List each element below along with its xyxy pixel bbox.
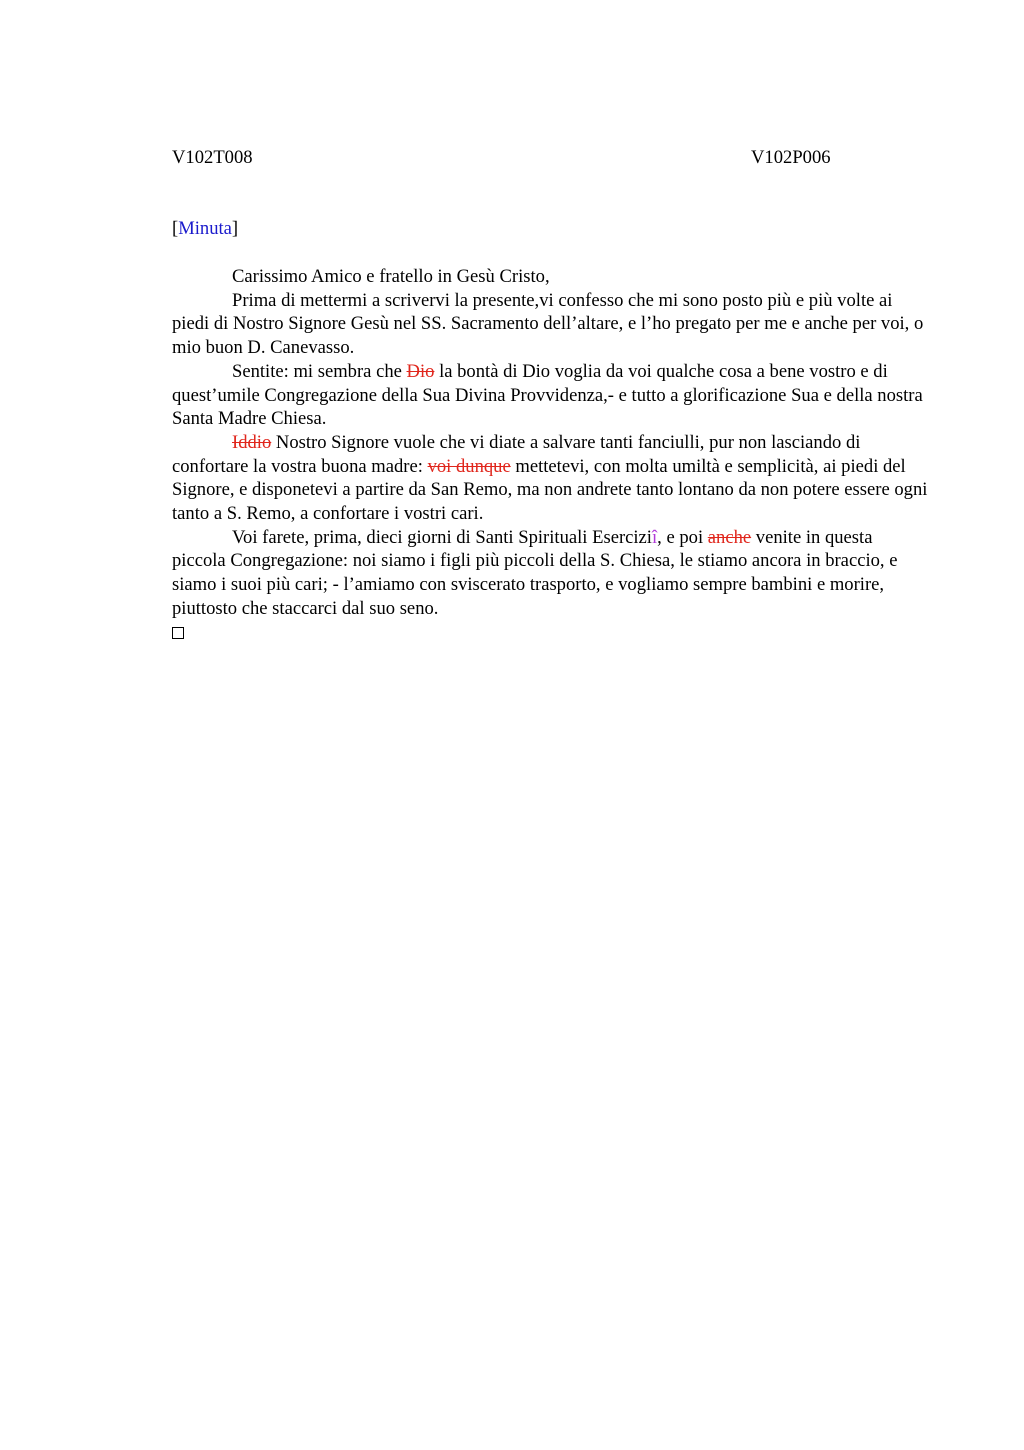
end-marker-box-icon (172, 627, 184, 639)
paragraph-2-text-a: Sentite: mi sembra che (232, 360, 407, 382)
label-minuta: Minuta (178, 218, 232, 239)
paragraph-2-text-b: la bontà di Dio voglia da voi qualche cosa a bene vostro e di quest’umile Congregazione della Sua Divina Provvidenza,- e tutto a glorificazione Sua e della nostra Santa Madre Chiesa. (172, 360, 923, 430)
deleted-phrase: voi dunque (427, 455, 511, 477)
paragraph-3 (172, 431, 928, 526)
document-code-left: V102T008 (172, 147, 253, 168)
label-open-bracket: [ (172, 218, 179, 239)
salutation: Carissimo Amico e fratello in Gesù Cristo, (232, 266, 550, 287)
letter-body (172, 265, 928, 639)
deleted-word: Iddio (232, 431, 272, 453)
deleted-word: Dio (406, 360, 435, 382)
paragraph-2 (172, 360, 928, 431)
label-close-bracket: ] (231, 218, 239, 239)
inserted-character: î (651, 526, 658, 548)
paragraph-3-text-a: Nostro Signore vuole che vi diate a salvare tanti fanciulli, pur non lasciando di confortare la vostra buona madre: (172, 431, 861, 477)
paragraph-3-text-b: mettetevi, con molta umiltà e semplicità, ai piedi del Signore, e disponetevi a partire da San Remo, ma non andrete tanto lontano da non potere essere ogni tanto a S. Remo, a confortare i vostri cari. (172, 455, 928, 525)
paragraph-4-text-c: venite in questa piccola Congregazione: noi siamo i figli più piccoli della S. Chiesa, le stiamo ancora in braccio, e siamo i suoi più cari; - l’amiamo con sviscerato trasporto, e vogliamo sempre bambini e morire, piuttosto che staccarci dal suo seno. (172, 526, 898, 619)
paragraph-4 (172, 526, 928, 621)
paragraph-4-text-b: , e poi (657, 526, 708, 548)
document-code-right: V102P006 (751, 147, 831, 168)
paragraph-1: Prima di mettermi a scrivervi la presente,vi confesso che mi sono posto più e più volte ai piedi di Nostro Signore Gesù nel SS. Sacramento dell’altare, e l’ho pregato per me e anche per voi, o mio buon D. Canevasso. (172, 289, 924, 359)
paragraph-4-text-a: Voi farete, prima, dieci giorni di Santi Spirituali Esercizi (232, 526, 652, 548)
document-type-label (172, 218, 238, 240)
deleted-word: anche (707, 526, 752, 548)
